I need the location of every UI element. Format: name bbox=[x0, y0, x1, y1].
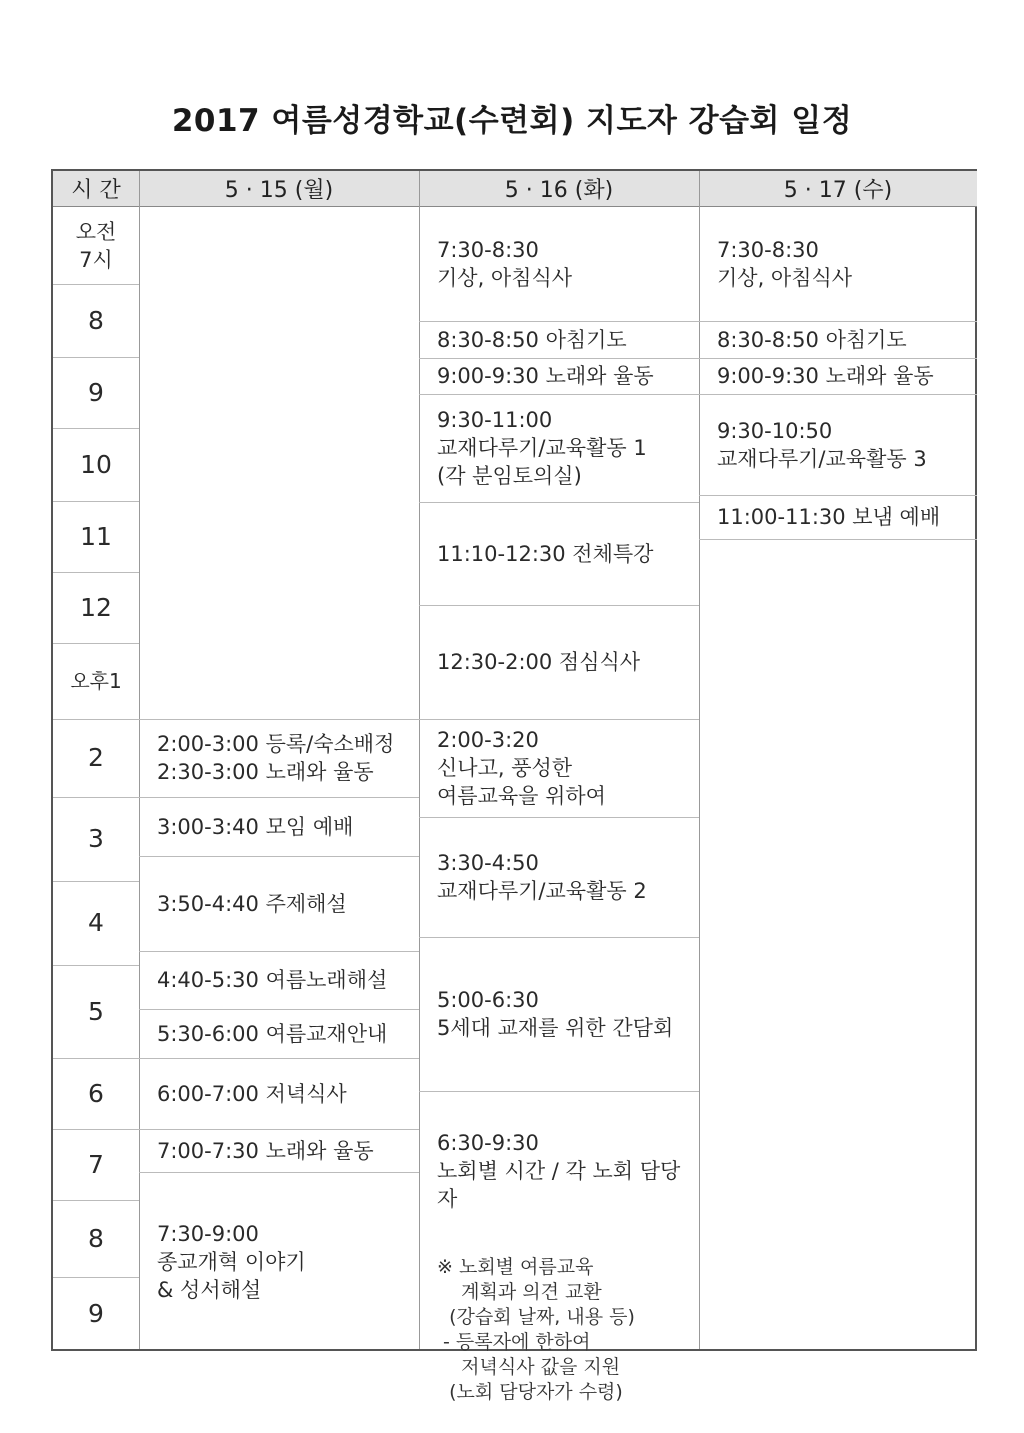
time-label-3: 3 bbox=[88, 824, 104, 853]
time-label-12: 12 bbox=[80, 592, 112, 622]
day1-event-songs: 4:40-5:30 여름노래해설 bbox=[157, 968, 388, 992]
day1-event-materials: 5:30-6:00 여름교재안내 bbox=[157, 1021, 388, 1046]
day2-event-summer-education: 2:00-3:20 신나고, 풍성한 여름교육을 위하여 bbox=[437, 728, 606, 808]
time-label-9pm: 9 bbox=[88, 1299, 104, 1328]
time-label-10: 10 bbox=[80, 449, 112, 479]
day2-event-lunch: 12:30-2:00 점심식사 bbox=[437, 650, 641, 674]
day1-event-opening-worship: 3:00-3:40 모임 예배 bbox=[157, 814, 354, 839]
day3-event-morning-prayer: 8:30-8:50 아침기도 bbox=[717, 327, 907, 352]
day3-event-praise: 9:00-9:30 노래와 율동 bbox=[717, 364, 934, 388]
time-label-7: 7 bbox=[88, 1149, 104, 1179]
time-label-5: 5 bbox=[88, 996, 104, 1026]
header-day2: 5 · 16 (화) bbox=[419, 171, 699, 207]
time-label-9: 9 bbox=[88, 377, 104, 407]
time-label-8pm: 8 bbox=[88, 1223, 104, 1253]
day1-event-praise: 7:00-7:30 노래와 율동 bbox=[157, 1138, 374, 1163]
time-label-6: 6 bbox=[88, 1078, 104, 1108]
time-label-8: 8 bbox=[88, 305, 104, 335]
day2-presbytery-note: ※ 노회별 여름교육 계획과 의견 교환 (강습회 날짜, 내용 등) - 등록자에 한하여 저녁식사 값을 지원 (노회 담당자가 수령) bbox=[437, 1256, 635, 1403]
day1-event-reformation: 7:30-9:00 종교개혁 이야기 & 성서해설 bbox=[157, 1221, 306, 1302]
day3-event-sending-worship: 11:00-11:30 보냄 예배 bbox=[717, 505, 941, 529]
time-label-7am: 오전 7시 bbox=[75, 219, 117, 272]
day2-event-breakfast: 7:30-8:30 기상, 아침식사 bbox=[437, 238, 573, 290]
header-time: 시 간 bbox=[53, 171, 139, 207]
day2-event-lecture: 11:10-12:30 전체특강 bbox=[437, 541, 654, 566]
time-label-1pm: 오후1 bbox=[70, 669, 122, 693]
header-day1: 5 · 15 (월) bbox=[139, 171, 419, 207]
time-label-11: 11 bbox=[80, 521, 112, 551]
day2-event-morning-prayer: 8:30-8:50 아침기도 bbox=[437, 327, 627, 352]
day2-event-praise: 9:00-9:30 노래와 율동 bbox=[437, 364, 654, 388]
day2-event-presbytery-block bbox=[419, 1091, 699, 1403]
row-divider bbox=[699, 539, 977, 540]
day2-event-activity-2: 3:30-4:50 교재다루기/교육활동 2 bbox=[437, 851, 647, 903]
day3-event-activity-3: 9:30-10:50 교재다루기/교육활동 3 bbox=[717, 418, 927, 471]
time-label-4: 4 bbox=[88, 908, 104, 937]
header-day3: 5 · 17 (수) bbox=[699, 171, 977, 207]
day2-event-meeting: 5:00-6:30 5세대 교재를 위한 간담회 bbox=[437, 988, 674, 1040]
day1-event-registration: 2:00-3:00 등록/숙소배정 2:30-3:00 노래와 율동 bbox=[157, 732, 395, 784]
day2-event-activity-1: 9:30-11:00 교재다루기/교육활동 1 (각 분임토의실) bbox=[437, 408, 647, 488]
time-label-2: 2 bbox=[88, 743, 104, 772]
page-title: 2017 여름성경학교(수련회) 지도자 강습회 일정 bbox=[171, 103, 853, 139]
day2-event-presbytery: 6:30-9:30 노회별 시간 / 각 노회 담당자 bbox=[437, 1131, 681, 1211]
schedule-table bbox=[51, 169, 977, 1403]
day3-event-breakfast: 7:30-8:30 기상, 아침식사 bbox=[717, 238, 853, 290]
day1-event-dinner: 6:00-7:00 저녁식사 bbox=[157, 1081, 347, 1106]
day1-event-theme: 3:50-4:40 주제해설 bbox=[157, 891, 347, 916]
